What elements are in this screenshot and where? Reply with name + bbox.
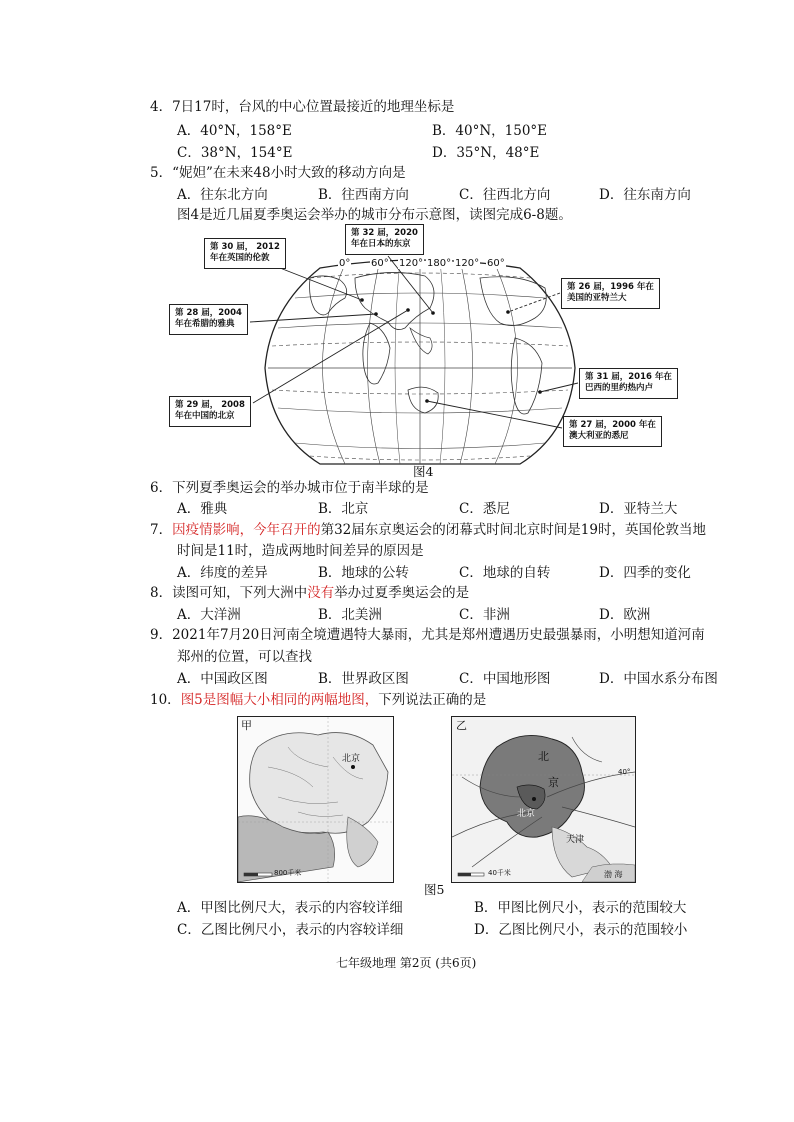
left-map-beijing-label: 北京 (342, 754, 361, 764)
q10-stem: 10．图5是图幅大小相同的两幅地图，下列说法正确的是 (150, 692, 487, 708)
q9-option-d: D．中国水系分布图 (599, 671, 718, 687)
q7-option-d: D．四季的变化 (599, 565, 691, 581)
q5-option-d: D．往东南方向 (599, 187, 691, 203)
callout-beijing: 第 29 届， 2008 年在中国的北京 (169, 396, 251, 427)
q6-stem: 6．下列夏季奥运会的举办城市位于南半球的是 (150, 480, 429, 496)
q9-option-a: A．中国政区图 (177, 671, 268, 687)
right-map-label: 乙 (456, 719, 467, 732)
q8-option-a: A．大洋洲 (177, 607, 241, 623)
callout-london: 第 30 届， 2012 年在英国的伦敦 (204, 238, 286, 269)
q4-option-a: A．40°N，158°E (177, 123, 292, 139)
degree-label-60e: 60° (371, 258, 389, 269)
q4-stem: 4．7日17时，台风的中心位置最接近的地理坐标是 (150, 99, 455, 115)
left-map-scale-label: 800千米 (274, 869, 302, 877)
q7-option-c: C．地球的自转 (459, 565, 551, 581)
q5-option-b: B．往西南方向 (318, 187, 409, 203)
callout-atlanta: 第 26 届，1996 年在 美国的亚特兰大 (561, 278, 660, 309)
q4-option-d: D．35°N，48°E (432, 145, 540, 161)
q5-option-c: C．往西北方向 (459, 187, 551, 203)
q7-option-a: A．纬度的差异 (177, 565, 268, 581)
degree-label-60w: 60° (487, 258, 505, 269)
figure4-map (150, 218, 690, 468)
q6-option-a: A．雅典 (177, 501, 228, 517)
q8-stem: 8．读图可知，下列大洲中没有举办过夏季奥运会的是 (150, 585, 470, 601)
right-map-tianjin-label: 天津 (566, 835, 585, 845)
page-footer: 七年级地理 第2页 (共6页) (336, 956, 477, 970)
q9-option-c: C．中国地形图 (459, 671, 551, 687)
q7-stem-line1: 7．因疫情影响，今年召开的第32届东京奥运会的闭幕式时间北京时间是19时，英国伦敦当地 (150, 522, 706, 538)
q6-option-b: B．北京 (318, 501, 369, 517)
q4-option-c: C．38°N，154°E (177, 145, 293, 161)
figure4-intro: 图4是近几届夏季奥运会举办的城市分布示意图，读图完成6-8题。 (177, 207, 572, 223)
q9-option-b: B．世界政区图 (318, 671, 409, 687)
q8-option-c: C．非洲 (459, 607, 510, 623)
q6-option-c: C．悉尼 (459, 501, 510, 517)
right-map-beijing-city-label: 北京 (517, 809, 536, 819)
right-map-latitude-label: 40° (618, 768, 631, 776)
figure5-right-map (451, 716, 636, 883)
degree-label-120w: 120° (455, 258, 480, 269)
q10-option-a: A．甲图比例尺大，表示的内容较详细 (177, 900, 403, 916)
degree-label-120e: 120° (399, 258, 424, 269)
china-outline-map (238, 717, 393, 882)
left-map-label: 甲 (241, 719, 252, 732)
q8-option-b: B．北美洲 (318, 607, 382, 623)
q9-stem-line2: 郑州的位置，可以查找 (177, 649, 312, 665)
degree-label-180: 180° (427, 258, 452, 269)
q10-option-d: D．乙图比例尺小，表示的范围较小 (474, 922, 688, 938)
q10-option-c: C．乙图比例尺小，表示的内容较详细 (177, 922, 404, 938)
right-map-scale-label: 40千米 (488, 869, 511, 877)
q5-option-a: A．往东北方向 (177, 187, 268, 203)
callout-athens: 第 28 届，2004 年在希腊的雅典 (169, 304, 248, 335)
figure4-caption: 图4 (413, 464, 434, 479)
right-map-jing-label: 京 (548, 776, 559, 789)
figure5-caption: 图5 (424, 882, 445, 897)
right-map-bei-label: 北 (538, 750, 549, 763)
q7-option-b: B．地球的公转 (318, 565, 409, 581)
figure5-left-map (237, 716, 394, 883)
q6-option-d: D．亚特兰大 (599, 501, 678, 517)
q4-option-b: B．40°N，150°E (432, 123, 548, 139)
q5-stem: 5．“妮妲”在未来48小时大致的移动方向是 (150, 165, 406, 181)
callout-rio: 第 31 届，2016 年在 巴西的里约热内卢 (579, 368, 678, 399)
degree-label-0: 0° (339, 258, 351, 269)
right-map-bohai-label: 渤 海 (604, 870, 623, 879)
beijing-detail-map (452, 717, 635, 882)
callout-sydney: 第 27 届，2000 年在 澳大利亚的悉尼 (563, 416, 662, 447)
callout-tokyo: 第 32 届，2020 年在日本的东京 (345, 224, 424, 255)
q10-option-b: B．甲图比例尺小，表示的范围较大 (474, 900, 687, 916)
q9-stem-line1: 9．2021年7月20日河南全境遭遇特大暴雨，尤其是郑州遭遇历史最强暴雨，小明想知道河南 (150, 627, 705, 643)
q7-stem-line2: 时间是11时，造成两地时间差异的原因是 (177, 543, 424, 559)
q8-option-d: D．欧洲 (599, 607, 651, 623)
